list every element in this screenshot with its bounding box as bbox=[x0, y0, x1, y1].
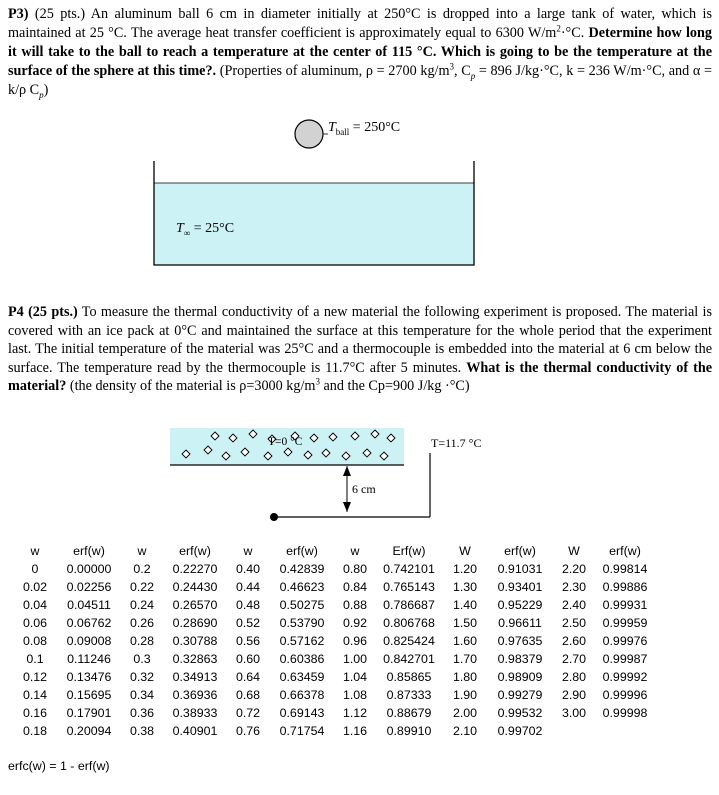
table-row bbox=[16, 596, 658, 614]
erf-cell: 0.40901 bbox=[172, 724, 218, 738]
erf-cell: 0.24430 bbox=[172, 580, 218, 594]
erf-cell: 0.99931 bbox=[602, 598, 648, 612]
erf-cell: 0.00000 bbox=[66, 562, 112, 576]
erf-cell: 0.36936 bbox=[172, 688, 218, 702]
erf-cell: 0.52 bbox=[235, 616, 261, 630]
erf-cell: 0.99998 bbox=[602, 706, 648, 720]
p3-unit-tail: ·°C. bbox=[560, 25, 585, 41]
erf-cell: 0.56 bbox=[235, 634, 261, 648]
table-row bbox=[16, 614, 658, 632]
p3-label: P3) bbox=[8, 6, 29, 22]
erf-cell: 0.02 bbox=[22, 580, 48, 594]
erf-cell: 0.92 bbox=[342, 616, 368, 630]
depth-label: 6 cm bbox=[352, 482, 376, 496]
erf-cell: 0.53790 bbox=[279, 616, 325, 630]
erf-cell: 2.90 bbox=[561, 688, 587, 702]
erf-cell: 1.00 bbox=[342, 652, 368, 666]
erf-cell: 1.20 bbox=[452, 562, 478, 576]
erf-cell: 0.38 bbox=[129, 724, 155, 738]
erf-cell: 0.42839 bbox=[279, 562, 325, 576]
p3-unit-sup: 2 bbox=[556, 23, 561, 34]
ice-temp-label: T=0 °C bbox=[268, 436, 303, 448]
problem-4-text bbox=[8, 303, 712, 396]
erf-cell: 0.15695 bbox=[66, 688, 112, 702]
erf-cell: 0.14 bbox=[22, 688, 48, 702]
erf-cell: 0.22270 bbox=[172, 562, 218, 576]
erf-cell: 0.99532 bbox=[497, 706, 543, 720]
erf-cell: 0.32863 bbox=[172, 652, 218, 666]
p3-props-d: ) bbox=[43, 82, 49, 98]
erf-cell: 1.80 bbox=[452, 670, 478, 684]
table-row bbox=[16, 704, 658, 722]
erf-table-header bbox=[16, 542, 658, 560]
erf-cell: 0.28690 bbox=[172, 616, 218, 630]
p4-question: What is the thermal conductivity of the material? bbox=[8, 359, 713, 395]
erf-cell: 1.12 bbox=[342, 706, 368, 720]
erf-cell: 0.76 bbox=[235, 724, 261, 738]
p3-props-b: , C bbox=[454, 63, 471, 79]
erf-cell: 2.60 bbox=[561, 634, 587, 648]
erf-cell: 0.38933 bbox=[172, 706, 218, 720]
erf-cell: 0.57162 bbox=[279, 634, 325, 648]
erf-cell: 2.20 bbox=[561, 562, 587, 576]
erf-cell: 2.00 bbox=[452, 706, 478, 720]
erf-cell: 0.09008 bbox=[66, 634, 112, 648]
erf-cell: 0.825424 bbox=[383, 634, 435, 648]
erf-cell: 0 bbox=[31, 562, 39, 576]
erf-cell: 0.13476 bbox=[66, 670, 112, 684]
erf-cell: 0.44 bbox=[235, 580, 261, 594]
erf-header-cell: erf(w) bbox=[609, 544, 641, 558]
erf-cell: 0.765143 bbox=[383, 580, 435, 594]
p3-props: (Properties of aluminum, ρ = 2700 kg/m bbox=[216, 63, 450, 79]
erf-cell: 0.26570 bbox=[172, 598, 218, 612]
erf-cell: 0.18 bbox=[22, 724, 48, 738]
erf-cell: 0.98379 bbox=[497, 652, 543, 666]
p3-props-c: = 896 J/kg·°C, k = 236 W/m·°C, and α = k/ρ C bbox=[8, 63, 712, 98]
erf-cell: 0.48 bbox=[235, 598, 261, 612]
erf-cell: 0.04511 bbox=[67, 598, 111, 612]
erf-cell: 0.60 bbox=[235, 652, 261, 666]
table-row bbox=[16, 686, 658, 704]
p4-statement: To measure the thermal conductivity of a new material the following experiment is proposed. The material is covered with an ice pack at 0°C and maintained the surface at this temperature for the whole period that the experiment last. The initial temperature of the material was 25°C and a thermocouple is embedded into the material at 6 cm below the surface. The temperature read by the thermocouple is 11.7°C after 5 minutes. bbox=[8, 304, 712, 376]
table-row bbox=[16, 632, 658, 650]
erf-cell: 2.70 bbox=[561, 652, 587, 666]
erf-cell: 0.12 bbox=[22, 670, 48, 684]
erf-cell: 0.84 bbox=[342, 580, 368, 594]
erf-cell: 0.99996 bbox=[602, 688, 648, 702]
erf-cell: 0.3 bbox=[133, 652, 151, 666]
erf-table bbox=[16, 542, 658, 740]
erf-cell: 0.96611 bbox=[498, 616, 542, 630]
table-row bbox=[16, 578, 658, 596]
erf-header-cell: Erf(w) bbox=[392, 544, 426, 558]
erf-header-cell: erf(w) bbox=[73, 544, 105, 558]
erf-cell: 0.99976 bbox=[602, 634, 648, 648]
erf-header-cell: W bbox=[568, 544, 580, 558]
erf-cell: 0.69143 bbox=[279, 706, 325, 720]
erf-header-cell: w bbox=[243, 544, 253, 558]
erf-cell: 0.63459 bbox=[279, 670, 325, 684]
erf-cell: 0.28 bbox=[129, 634, 155, 648]
erf-cell: 0.64 bbox=[235, 670, 261, 684]
erf-cell: 0.87333 bbox=[386, 688, 432, 702]
thermocouple-temp-label: T=11.7 °C bbox=[431, 436, 482, 450]
ball-tank-figure bbox=[0, 0, 719, 300]
erf-cell bbox=[592, 722, 658, 740]
erf-cell: 0.99959 bbox=[602, 616, 648, 630]
erf-cell: 2.80 bbox=[561, 670, 587, 684]
erf-cell: 0.02256 bbox=[66, 580, 112, 594]
erf-cell: 0.04 bbox=[22, 598, 48, 612]
erf-cell: 0.06 bbox=[22, 616, 48, 630]
erf-cell: 2.10 bbox=[452, 724, 478, 738]
erf-header-cell: W bbox=[459, 544, 471, 558]
erf-cell: 0.34 bbox=[129, 688, 155, 702]
erf-cell: 3.00 bbox=[561, 706, 587, 720]
erf-cell: 0.20094 bbox=[66, 724, 112, 738]
erf-cell bbox=[556, 722, 592, 740]
erf-cell: 0.85865 bbox=[386, 670, 432, 684]
erf-cell: 0.17901 bbox=[66, 706, 112, 720]
p3-props-sub2: p bbox=[39, 89, 44, 100]
erf-cell: 0.71754 bbox=[279, 724, 325, 738]
erf-cell: 0.89910 bbox=[386, 724, 432, 738]
table-row bbox=[16, 668, 658, 686]
erf-cell: 0.806768 bbox=[383, 616, 435, 630]
erf-cell: 0.99886 bbox=[602, 580, 648, 594]
erf-cell: 0.16 bbox=[22, 706, 48, 720]
erf-cell: 0.11246 bbox=[67, 652, 111, 666]
erf-header-cell: erf(w) bbox=[179, 544, 211, 558]
erf-cell: 0.68 bbox=[235, 688, 261, 702]
p3-props-sup: 3 bbox=[449, 61, 455, 72]
erf-cell: 0.30788 bbox=[172, 634, 218, 648]
erf-cell: 0.96 bbox=[342, 634, 368, 648]
p4-props-sup: 3 bbox=[315, 376, 320, 387]
erf-cell: 0.91031 bbox=[497, 562, 543, 576]
erf-cell: 0.97635 bbox=[497, 634, 543, 648]
erf-cell: 0.99987 bbox=[602, 652, 648, 666]
erf-header-cell: w bbox=[30, 544, 40, 558]
erf-cell: 0.1 bbox=[26, 652, 44, 666]
erf-cell: 0.98909 bbox=[497, 670, 543, 684]
erf-cell: 1.50 bbox=[452, 616, 478, 630]
erf-cell: 0.36 bbox=[129, 706, 155, 720]
p4-props-c: and the Cp=900 J/kg ·°C) bbox=[319, 378, 470, 395]
table-row bbox=[16, 650, 658, 668]
erf-cell: 0.50275 bbox=[279, 598, 325, 612]
erf-cell: 0.99279 bbox=[497, 688, 543, 702]
p4-props: (the density of the material is ρ=3000 kg/m bbox=[66, 378, 316, 395]
erf-cell: 1.40 bbox=[452, 598, 478, 612]
erf-cell: 0.06762 bbox=[66, 616, 112, 630]
erf-cell: 0.26 bbox=[129, 616, 155, 630]
table-row bbox=[16, 722, 658, 740]
erf-cell: 0.99702 bbox=[497, 724, 543, 738]
thermocouple-tip bbox=[270, 513, 278, 521]
erf-cell: 0.786687 bbox=[383, 598, 435, 612]
erf-cell: 0.88679 bbox=[386, 706, 432, 720]
erf-cell: 1.04 bbox=[342, 670, 368, 684]
erf-cell: 0.24 bbox=[129, 598, 155, 612]
erf-cell: 0.22 bbox=[129, 580, 155, 594]
p3-props-sub: p bbox=[470, 70, 476, 81]
ice-pack-figure bbox=[0, 420, 719, 530]
erf-header-cell: w bbox=[350, 544, 360, 558]
erf-cell: 0.72 bbox=[235, 706, 261, 720]
aluminum-ball bbox=[295, 120, 323, 148]
erf-cell: 0.08 bbox=[22, 634, 48, 648]
erf-cell: 0.99992 bbox=[602, 670, 648, 684]
erf-header-cell: erf(w) bbox=[504, 544, 536, 558]
erf-cell: 1.16 bbox=[342, 724, 368, 738]
erf-cell: 2.50 bbox=[561, 616, 587, 630]
erf-cell: 1.90 bbox=[452, 688, 478, 702]
erf-cell: 0.2 bbox=[133, 562, 151, 576]
erf-cell: 0.99814 bbox=[602, 562, 648, 576]
erf-cell: 0.93401 bbox=[497, 580, 543, 594]
erf-cell: 1.08 bbox=[342, 688, 368, 702]
erf-cell: 0.46623 bbox=[279, 580, 325, 594]
erf-cell: 1.60 bbox=[452, 634, 478, 648]
erf-cell: 0.32 bbox=[129, 670, 155, 684]
erf-cell: 0.842701 bbox=[383, 652, 435, 666]
erf-cell: 0.88 bbox=[342, 598, 368, 612]
erf-cell: 0.66378 bbox=[279, 688, 325, 702]
ball-temp-label: $T_{ball} = 250^\circ C$ bbox=[328, 120, 401, 137]
table-row bbox=[16, 560, 658, 578]
erf-cell: 0.742101 bbox=[383, 562, 435, 576]
water-temp-label: $T_\infty = 25^\circ C$ bbox=[176, 221, 235, 238]
erf-cell: 0.80 bbox=[342, 562, 368, 576]
erf-cell: 0.34913 bbox=[172, 670, 218, 684]
erf-cell: 0.40 bbox=[235, 562, 261, 576]
erf-cell: 2.40 bbox=[561, 598, 587, 612]
p3-question: Determine how long it will take to the ball to reach a temperature at the center of 115 °C. Which is going to be the temperature at the surface of the sphere at this time?. bbox=[8, 25, 713, 79]
erf-cell: 0.95229 bbox=[497, 598, 543, 612]
erf-header-cell: w bbox=[137, 544, 147, 558]
erfc-note: erfc(w) = 1 - erf(w) bbox=[8, 759, 110, 773]
erf-cell: 1.70 bbox=[452, 652, 478, 666]
erf-cell: 1.30 bbox=[452, 580, 478, 594]
p3-statement: (25 pts.) An aluminum ball 6 cm in diameter initially at 250°C is dropped into a large tank of water, which is maintained at 25 °C. The average heat transfer coefficient is approximately equal to 6300 W/m bbox=[8, 6, 712, 41]
erf-cell: 2.30 bbox=[561, 580, 587, 594]
p4-label: P4 (25 pts.) bbox=[8, 304, 78, 320]
erf-cell: 0.60386 bbox=[279, 652, 325, 666]
erf-header-cell: erf(w) bbox=[286, 544, 318, 558]
